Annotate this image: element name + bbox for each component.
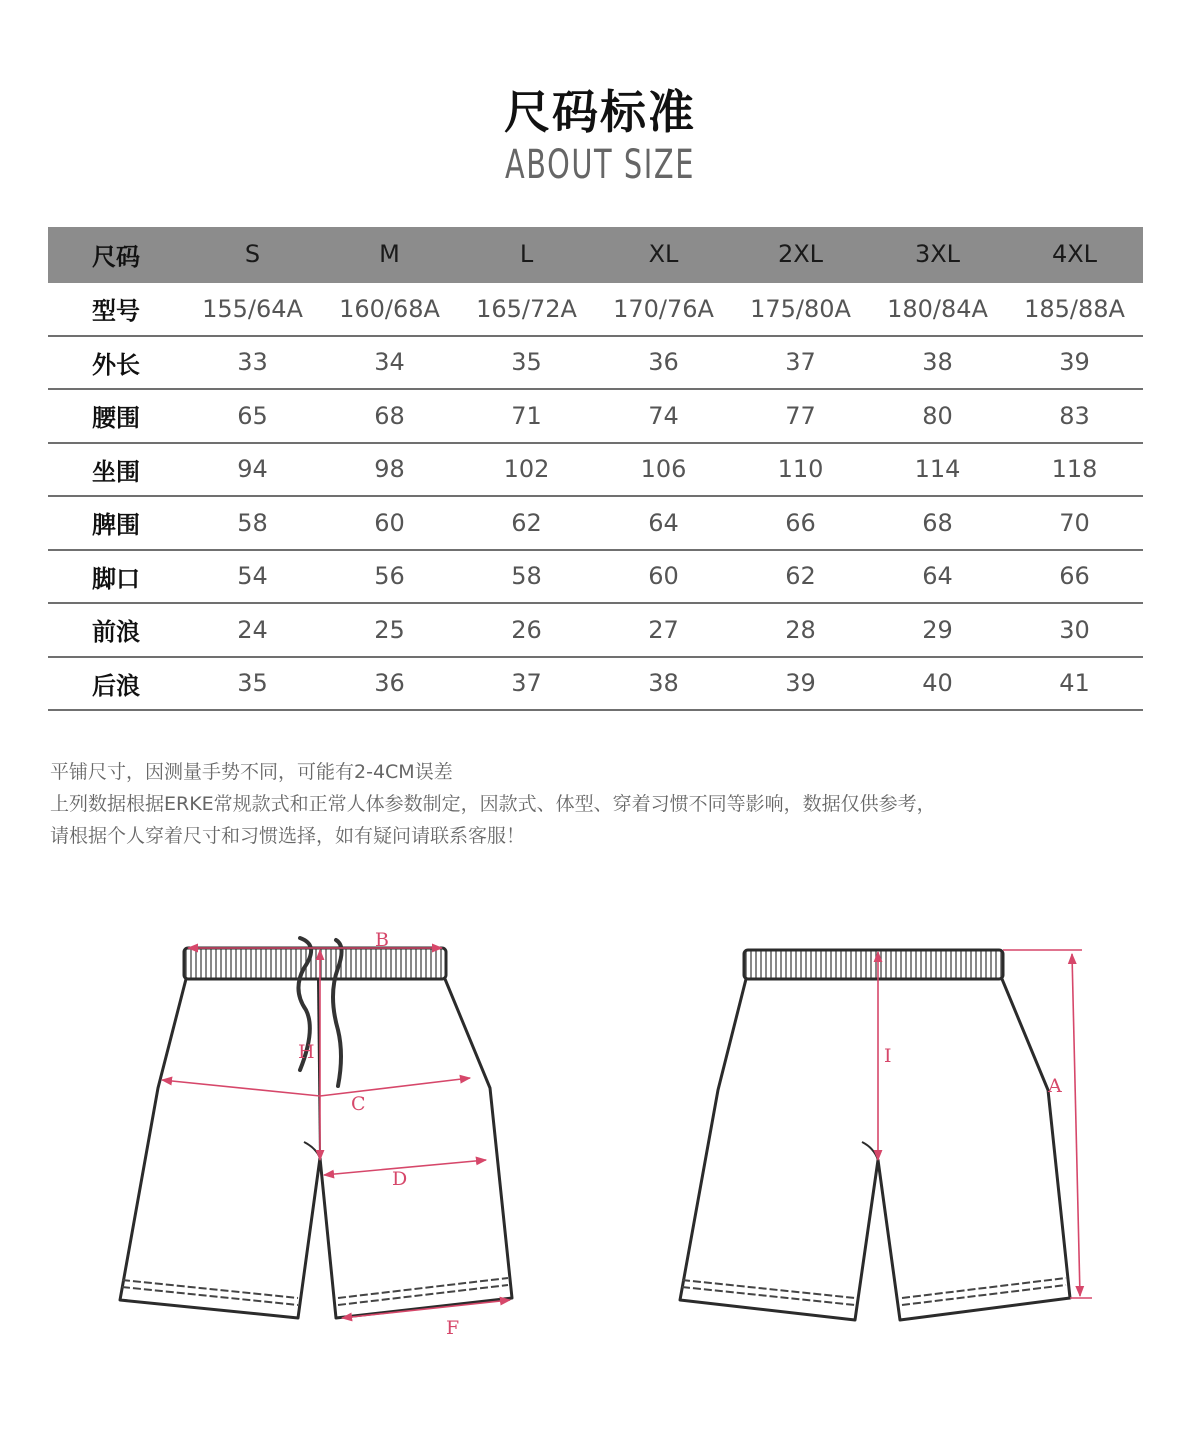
table-cell: 102 bbox=[458, 443, 595, 497]
front-measurement-lines bbox=[162, 948, 510, 1318]
front-waistband bbox=[184, 948, 446, 979]
row-label: 外长 bbox=[48, 336, 184, 390]
table-cell: 68 bbox=[321, 389, 458, 443]
back-measurement-lines bbox=[878, 950, 1092, 1298]
table-cell: 70 bbox=[1006, 496, 1143, 550]
row-label: 后浪 bbox=[48, 657, 184, 711]
table-row bbox=[48, 550, 1143, 604]
table-cell: 77 bbox=[732, 389, 869, 443]
table-cell: 58 bbox=[184, 496, 321, 550]
table-row bbox=[48, 282, 1143, 336]
note-line: 上列数据根据ERKE常规款式和正常人体参数制定，因款式、体型、穿着习惯不同等影响，数据仅供参考， bbox=[50, 793, 936, 815]
fly-curve bbox=[304, 1142, 320, 1158]
row-label: 脚口 bbox=[48, 550, 184, 604]
table-cell: 62 bbox=[732, 550, 869, 604]
table-cell: 155/64A bbox=[184, 282, 321, 336]
measurement-diagram bbox=[0, 900, 1200, 1340]
table-cell: 80 bbox=[869, 389, 1006, 443]
back-hem-stitching-left bbox=[682, 1280, 855, 1305]
header-cell: XL bbox=[595, 227, 732, 282]
note-line: 请根据个人穿着尺寸和习惯选择，如有疑问请联系客服！ bbox=[50, 825, 526, 847]
table-cell: 62 bbox=[458, 496, 595, 550]
label-h: H bbox=[298, 1041, 315, 1063]
page-subtitle: ABOUT SIZE bbox=[505, 142, 695, 188]
header-cell: S bbox=[184, 227, 321, 282]
table-cell: 185/88A bbox=[1006, 282, 1143, 336]
front-shorts-illustration bbox=[120, 938, 512, 1318]
row-label: 脾围 bbox=[48, 496, 184, 550]
table-cell: 38 bbox=[869, 336, 1006, 390]
table-row bbox=[48, 389, 1143, 443]
table-cell: 175/80A bbox=[732, 282, 869, 336]
table-cell: 64 bbox=[595, 496, 732, 550]
header-cell: 3XL bbox=[869, 227, 1006, 282]
table-cell: 33 bbox=[184, 336, 321, 390]
table-cell: 28 bbox=[732, 603, 869, 657]
table-cell: 30 bbox=[1006, 603, 1143, 657]
table-row bbox=[48, 336, 1143, 390]
measure-line-f bbox=[342, 1300, 510, 1318]
table-cell: 94 bbox=[184, 443, 321, 497]
back-waistband bbox=[744, 950, 1003, 979]
label-a: A bbox=[1048, 1075, 1062, 1097]
table-cell: 54 bbox=[184, 550, 321, 604]
table-cell: 64 bbox=[869, 550, 1006, 604]
table-cell: 160/68A bbox=[321, 282, 458, 336]
table-cell: 98 bbox=[321, 443, 458, 497]
table-cell: 34 bbox=[321, 336, 458, 390]
header-cell: M bbox=[321, 227, 458, 282]
measure-line-c bbox=[162, 1078, 470, 1096]
table-cell: 66 bbox=[732, 496, 869, 550]
header-cell: 尺码 bbox=[48, 227, 184, 282]
table-cell: 83 bbox=[1006, 389, 1143, 443]
header-cell: L bbox=[458, 227, 595, 282]
page-title: 尺码标准 bbox=[504, 85, 696, 139]
header-cell: 4XL bbox=[1006, 227, 1143, 282]
table-cell: 74 bbox=[595, 389, 732, 443]
back-shorts-illustration bbox=[680, 950, 1070, 1320]
table-cell: 58 bbox=[458, 550, 595, 604]
label-d: D bbox=[392, 1168, 408, 1190]
table-cell: 26 bbox=[458, 603, 595, 657]
table-cell: 37 bbox=[732, 336, 869, 390]
size-chart-table bbox=[48, 227, 1143, 711]
table-row bbox=[48, 657, 1143, 711]
back-seam-curve bbox=[862, 1142, 878, 1160]
table-cell: 36 bbox=[595, 336, 732, 390]
table-cell: 38 bbox=[595, 657, 732, 711]
table-cell: 56 bbox=[321, 550, 458, 604]
label-i: I bbox=[884, 1045, 892, 1067]
table-header-row bbox=[48, 227, 1143, 282]
label-c: C bbox=[351, 1093, 366, 1115]
table-cell: 35 bbox=[458, 336, 595, 390]
table-row bbox=[48, 603, 1143, 657]
table-cell: 25 bbox=[321, 603, 458, 657]
header-cell: 2XL bbox=[732, 227, 869, 282]
table-cell: 114 bbox=[869, 443, 1006, 497]
measure-line-a bbox=[1072, 954, 1080, 1296]
row-label: 前浪 bbox=[48, 603, 184, 657]
table-cell: 66 bbox=[1006, 550, 1143, 604]
table-cell: 60 bbox=[595, 550, 732, 604]
table-cell: 60 bbox=[321, 496, 458, 550]
table-row bbox=[48, 496, 1143, 550]
measurement-notes bbox=[50, 756, 1150, 852]
row-label: 型号 bbox=[48, 282, 184, 336]
table-cell: 180/84A bbox=[869, 282, 1006, 336]
label-f: F bbox=[446, 1317, 460, 1339]
table-cell: 27 bbox=[595, 603, 732, 657]
table-cell: 24 bbox=[184, 603, 321, 657]
row-label: 坐围 bbox=[48, 443, 184, 497]
table-cell: 170/76A bbox=[595, 282, 732, 336]
table-cell: 39 bbox=[732, 657, 869, 711]
table-cell: 165/72A bbox=[458, 282, 595, 336]
table-cell: 39 bbox=[1006, 336, 1143, 390]
table-cell: 36 bbox=[321, 657, 458, 711]
note-line: 平铺尺寸，因测量手势不同，可能有2-4CM误差 bbox=[50, 761, 453, 783]
front-hem-stitching-left bbox=[122, 1280, 298, 1305]
table-cell: 29 bbox=[869, 603, 1006, 657]
front-shorts-outline bbox=[120, 979, 512, 1318]
label-b: B bbox=[375, 929, 389, 951]
table-cell: 71 bbox=[458, 389, 595, 443]
table-cell: 118 bbox=[1006, 443, 1143, 497]
row-label: 腰围 bbox=[48, 389, 184, 443]
table-cell: 41 bbox=[1006, 657, 1143, 711]
table-cell: 110 bbox=[732, 443, 869, 497]
table-row bbox=[48, 443, 1143, 497]
table-cell: 35 bbox=[184, 657, 321, 711]
table-cell: 37 bbox=[458, 657, 595, 711]
back-shorts-outline bbox=[680, 979, 1070, 1320]
table-cell: 40 bbox=[869, 657, 1006, 711]
table-cell: 65 bbox=[184, 389, 321, 443]
table-cell: 106 bbox=[595, 443, 732, 497]
table-cell: 68 bbox=[869, 496, 1006, 550]
